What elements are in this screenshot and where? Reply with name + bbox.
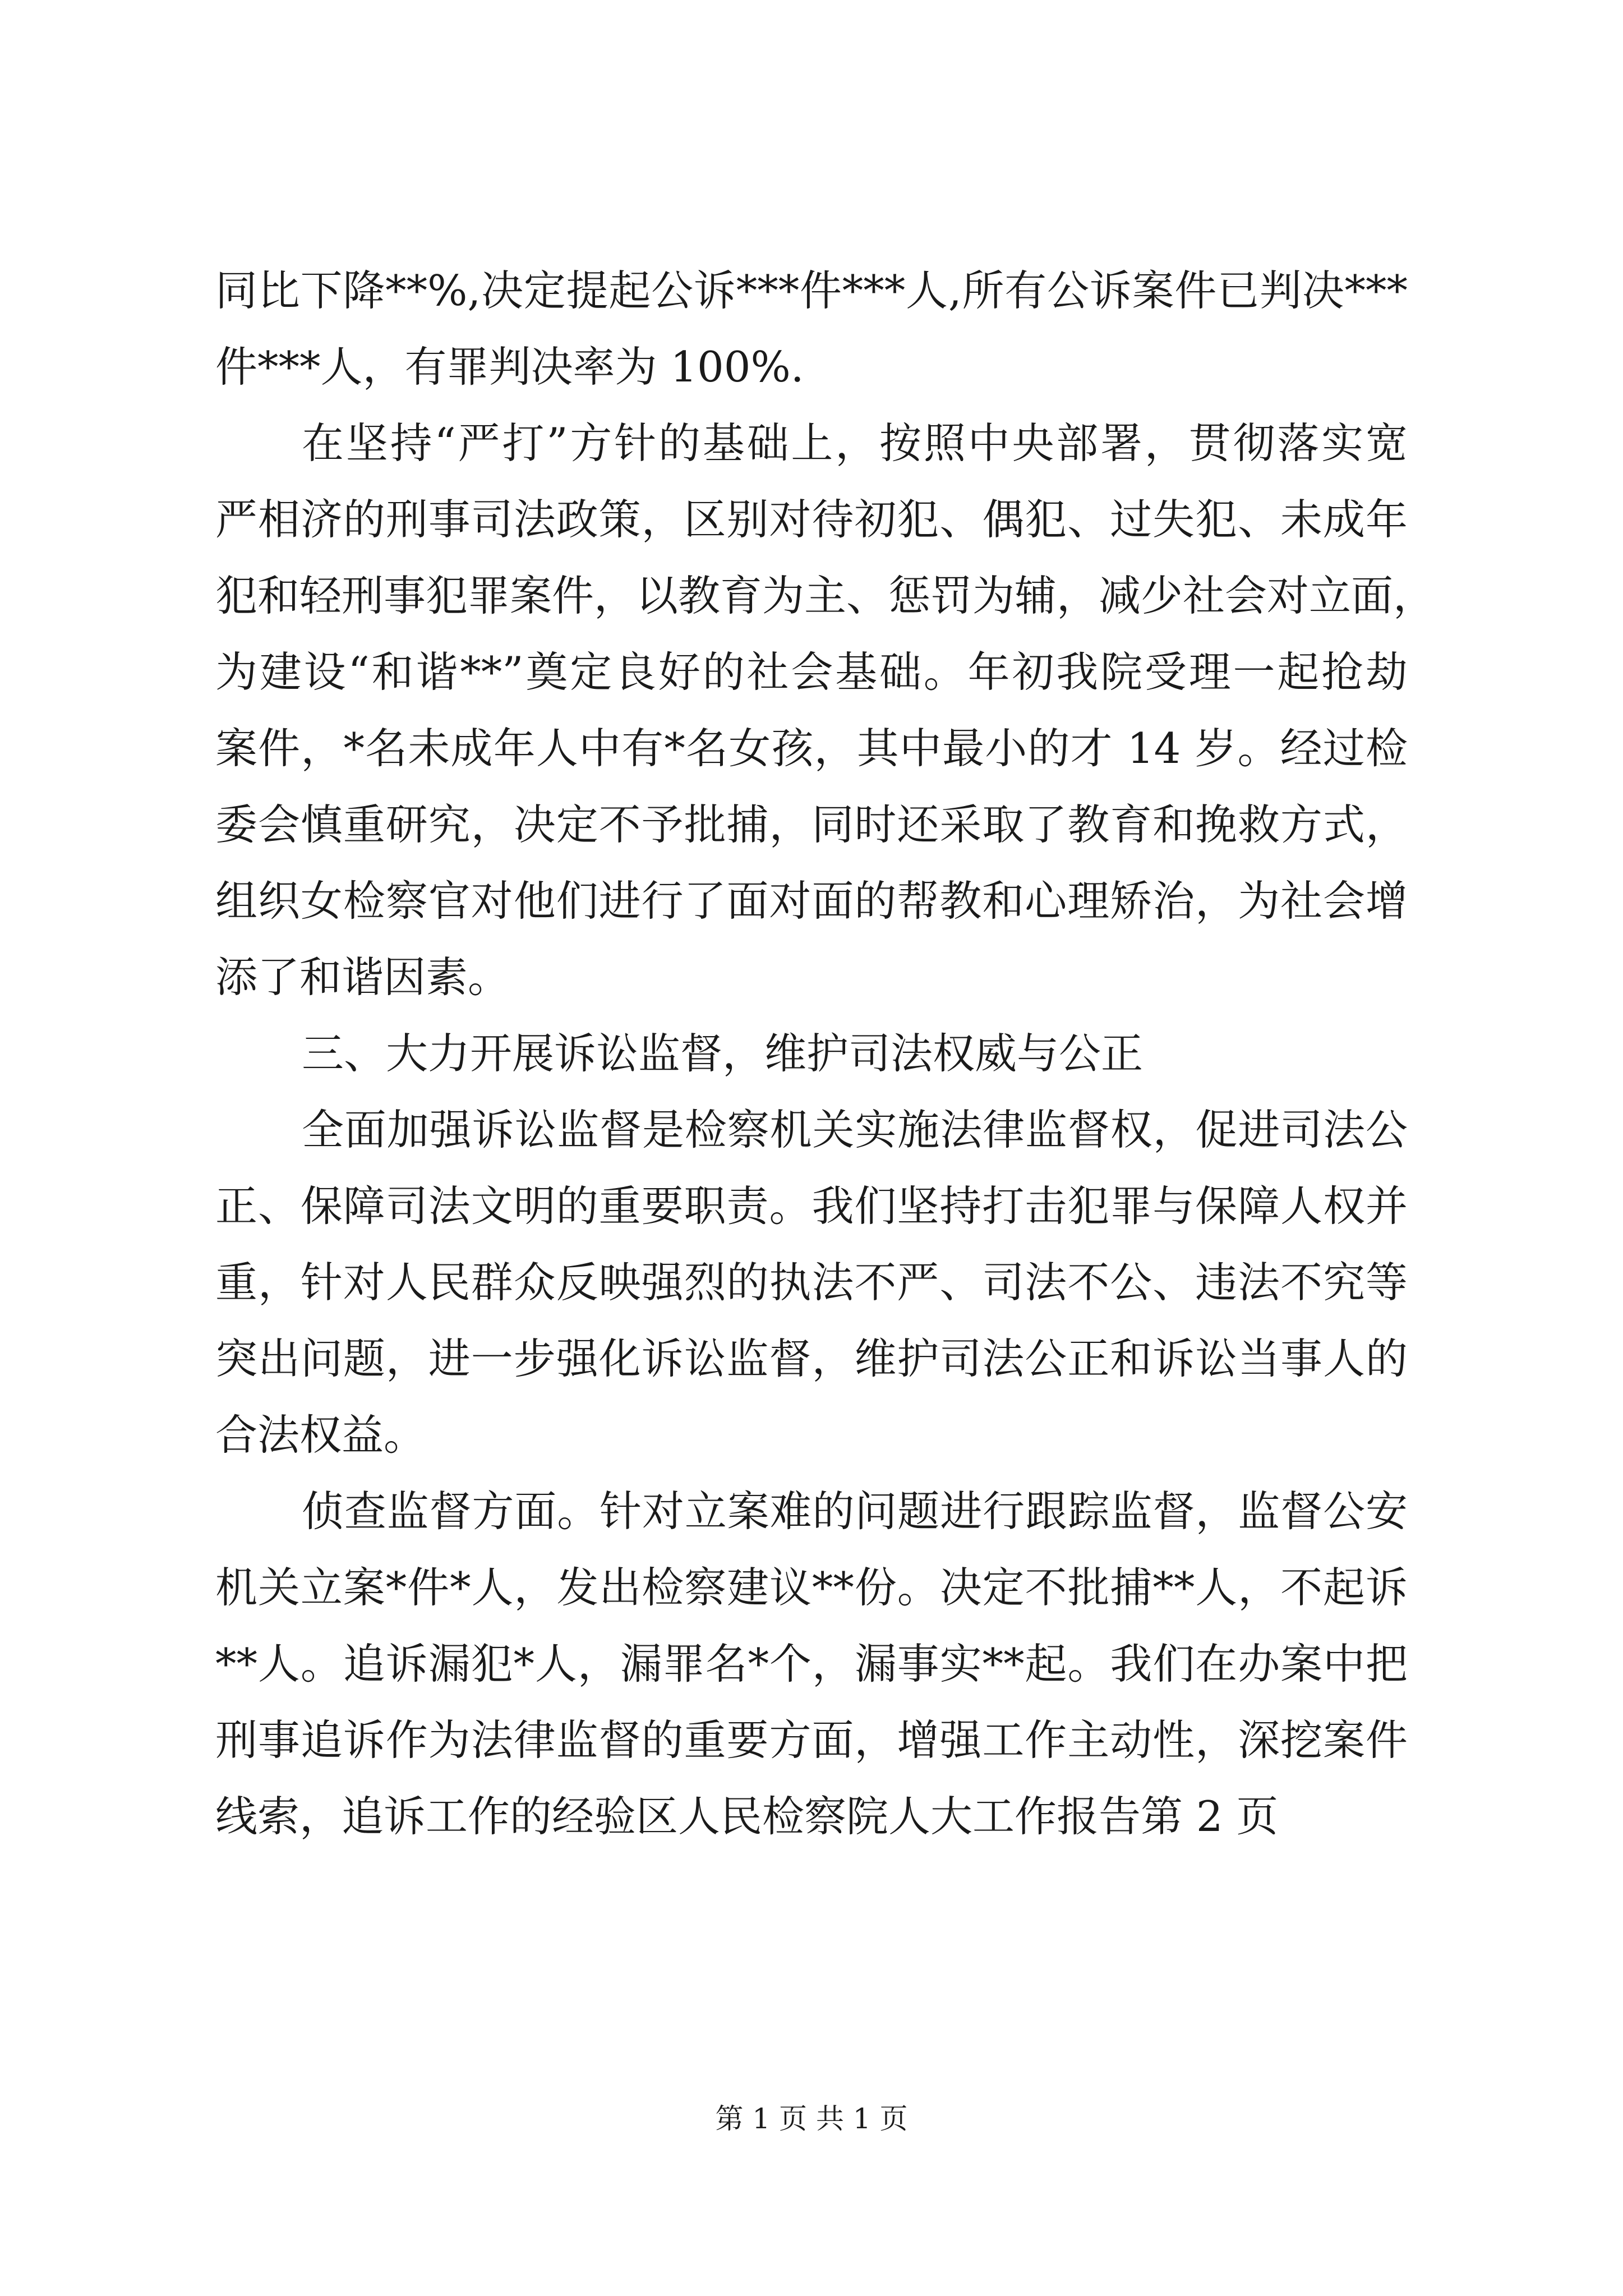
- text-line: 添了和谐因素。: [215, 953, 510, 1002]
- text-line: 组织女检察官对他们进行了面对面的帮教和心理矫治，为社会增: [215, 876, 1408, 926]
- section-heading: 三、大力开展诉讼监督，维护司法权威与公正: [302, 1029, 1144, 1078]
- page-number-footer: 第 1 页 共 1 页: [715, 2102, 908, 2135]
- text-line: 委会慎重研究，决定不予批捕，同时还采取了教育和挽救方式，: [215, 800, 1408, 849]
- text-line: 案件，*名未成年人中有*名女孩，其中最小的才 14 岁。经过检: [215, 724, 1408, 773]
- text-line: 全面加强诉讼监督是检察机关实施法律监督权，促进司法公: [302, 1105, 1408, 1154]
- text-line: 刑事追诉作为法律监督的重要方面，增强工作主动性，深挖案件: [215, 1715, 1408, 1765]
- text-line: 严相济的刑事司法政策，区别对待初犯、偶犯、过失犯、未成年: [215, 495, 1408, 544]
- text-line: 重，针对人民群众反映强烈的执法不严、司法不公、违法不究等: [215, 1258, 1408, 1307]
- text-line: 正、保障司法文明的重要职责。我们坚持打击犯罪与保障人权并: [215, 1181, 1408, 1231]
- text-line: 同比下降**%,决定提起公诉***件***人,所有公诉案件已判决***: [215, 266, 1408, 315]
- text-line: 侦查监督方面。针对立案难的问题进行跟踪监督，监督公安: [302, 1487, 1408, 1536]
- text-line: 机关立案*件*人，发出检察建议**份。决定不批捕**人，不起诉: [215, 1563, 1408, 1612]
- text-line: 犯和轻刑事犯罪案件，以教育为主、惩罚为辅，减少社会对立面，: [215, 571, 1436, 620]
- text-line: 合法权益。: [215, 1410, 426, 1460]
- text-line: 线索，追诉工作的经验区人民检察院人大工作报告第 2 页: [215, 1792, 1279, 1841]
- document-body: [215, 252, 1436, 1855]
- text-line: 在坚持“严打”方针的基础上，按照中央部署，贯彻落实宽: [302, 418, 1408, 468]
- text-line: 件***人，有罪判决率为 100%.: [215, 342, 804, 392]
- text-line: 突出问题，进一步强化诉讼监督，维护司法公正和诉讼当事人的: [215, 1334, 1408, 1383]
- text-line: 为建设“和谐**”奠定良好的社会基础。年初我院受理一起抢劫: [215, 647, 1408, 697]
- text-line: **人。追诉漏犯*人，漏罪名*个，漏事实**起。我们在办案中把: [215, 1639, 1408, 1688]
